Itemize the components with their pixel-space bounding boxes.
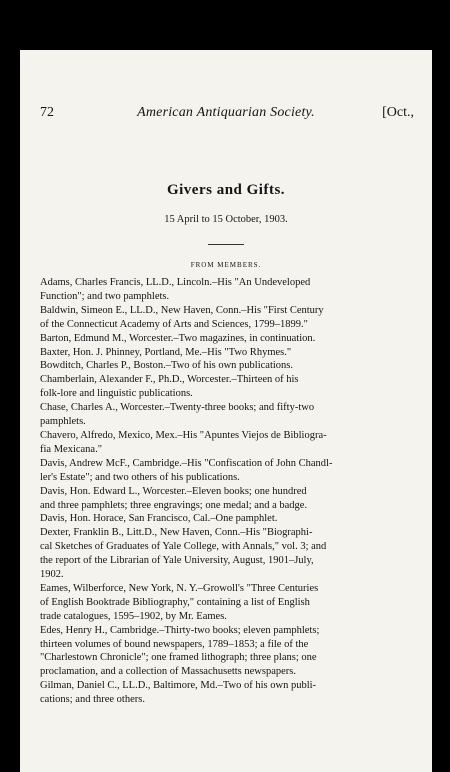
- entry-line: Function"; and two pamphlets.: [40, 290, 170, 302]
- entry-line: the report of the Librarian of Yale University, August, 1901–July,: [40, 555, 314, 567]
- entry-line: Chase, Charles A., Worcester.–Twenty-three books; and fifty-two: [40, 402, 315, 414]
- entry-line: fia Mexicana.": [40, 443, 103, 455]
- entry-line: Barton, Edmund M., Worcester.–Two magazines, in continuation.: [40, 332, 316, 344]
- section-heading: FROM MEMBERS.: [190, 261, 262, 269]
- entry-item: [40, 679, 410, 707]
- running-head: [20, 105, 432, 125]
- entry-item: [40, 457, 410, 485]
- entry-list: [40, 276, 410, 707]
- entry-line: Eames, Wilberforce, New York, N. Y.–Growoll's "Three Centuries: [40, 582, 319, 594]
- entry-line: Chavero, Alfredo, Mexico, Mex.–His "Apuntes Viejos de Bibliogra-: [40, 429, 327, 441]
- page-title: Givers and Gifts.: [166, 182, 286, 198]
- page-number: 72: [40, 105, 54, 120]
- entry-line: Dexter, Franklin B., Litt.D., New Haven, Conn.–His "Biographi-: [40, 527, 313, 539]
- entry-item: [40, 276, 410, 304]
- entry-item: [40, 485, 410, 513]
- entry-item: [40, 373, 410, 401]
- entry-item: [40, 429, 410, 457]
- entry-line: Adams, Charles Francis, LL.D., Lincoln.–His "An Undeveloped: [40, 277, 311, 288]
- journal-title: American Antiquarian Society.: [137, 105, 315, 120]
- section-abbreviation: [Oct.,: [382, 105, 414, 120]
- entry-line: cal Sketches of Graduates of Yale College, with Annals," vol. 3; and: [40, 541, 327, 553]
- entry-line: Bowditch, Charles P., Boston.–Two of his own publications.: [40, 360, 294, 372]
- entry-line: of the Connecticut Academy of Arts and Sciences, 1799–1899.": [40, 318, 308, 330]
- entry-line: "Charlestown Chronicle"; one framed lithograph; three plans; one: [40, 652, 317, 664]
- entry-line: ler's Estate"; and two others of his publications.: [40, 471, 240, 483]
- entry-item: [40, 526, 410, 582]
- entry-line: cations; and three others.: [40, 694, 145, 706]
- entry-line: Gilman, Daniel C., LL.D., Baltimore, Md.–Two of his own publi-: [40, 680, 317, 692]
- entry-item: [40, 401, 410, 429]
- entry-line: pamphlets.: [40, 416, 86, 428]
- entry-line: of English Booktrade Bibliography," containing a list of English: [40, 596, 310, 608]
- entry-line: Baldwin, Simeon E., LL.D., New Haven, Conn.–His "First Century: [40, 304, 324, 316]
- entry-line: trade catalogues, 1595–1902, by Mr. Eames.: [40, 610, 227, 622]
- entry-item: [40, 359, 410, 373]
- entry-item: [40, 512, 410, 526]
- entry-line: Davis, Hon. Horace, San Francisco, Cal.–One pamphlet.: [40, 513, 278, 525]
- entry-item: [40, 582, 410, 624]
- entry-item: [40, 624, 410, 680]
- entry-line: proclamation, and a collection of Massachusetts newspapers.: [40, 666, 297, 678]
- entry-line: Chamberlain, Alexander F., Ph.D., Worcester.–Thirteen of his: [40, 374, 299, 386]
- entry-line: Davis, Andrew McF., Cambridge.–His "Confiscation of John Chandl-: [40, 457, 333, 469]
- entry-line: Edes, Henry H., Cambridge.–Thirty-two books; eleven pamphlets;: [40, 624, 320, 636]
- entry-line: folk-lore and linguistic publications.: [40, 388, 193, 400]
- entry-line: and three pamphlets; three engravings; one medal; and a badge.: [40, 499, 308, 511]
- entry-item: [40, 346, 410, 360]
- entry-item: [40, 332, 410, 346]
- divider-rule: [208, 244, 244, 245]
- document-page: [20, 50, 432, 772]
- entry-line: 1902.: [40, 569, 64, 581]
- date-range: 15 April to 15 October, 1903.: [164, 214, 288, 225]
- entry-line: thirteen volumes of bound newspapers, 1789–1853; a file of the: [40, 638, 309, 650]
- entry-line: Baxter, Hon. J. Phinney, Portland, Me.–His "Two Rhymes.": [40, 346, 292, 358]
- entry-line: Davis, Hon. Edward L., Worcester.–Eleven books; one hundred: [40, 485, 307, 497]
- entry-item: [40, 304, 410, 332]
